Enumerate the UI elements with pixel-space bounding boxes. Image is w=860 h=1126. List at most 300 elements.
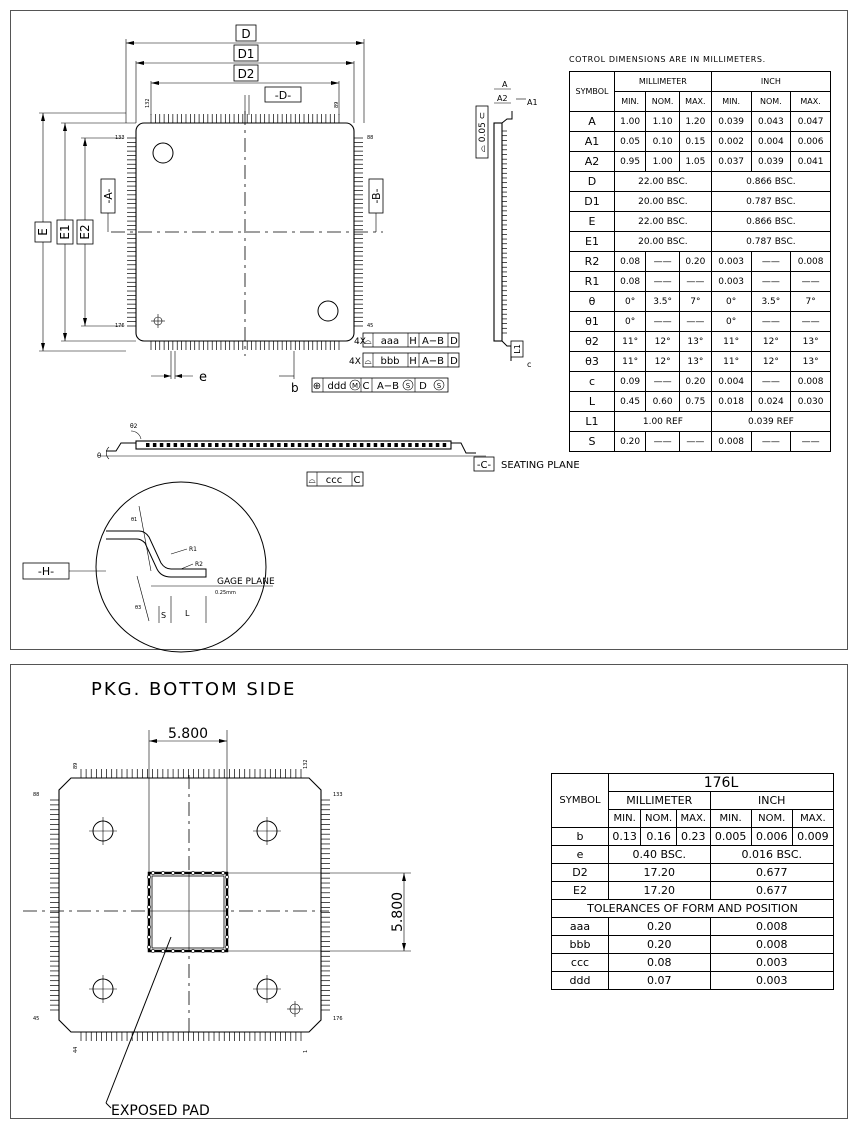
table1-symbol-cell: L1 bbox=[570, 412, 615, 432]
pin-label-89: 89 bbox=[334, 101, 340, 108]
table1-value-cell: —— bbox=[646, 272, 680, 292]
label-c: c bbox=[527, 360, 532, 369]
seating-plane-label: SEATING PLANE bbox=[501, 460, 580, 471]
svg-text:-A-: -A- bbox=[102, 188, 115, 204]
seating-lead bbox=[353, 443, 357, 447]
pad-edge-bump bbox=[225, 905, 228, 908]
table1-symbol-cell: θ3 bbox=[570, 352, 615, 372]
bottom-pin-row-right bbox=[321, 800, 330, 1010]
dimension-table-176L: SYMBOL 176L MILLIMETER INCH MIN. NOM. MAX. MIN. NOM. MAX. b 0.13 0.16 0.23 0.005 0.006 0.009 e 0.40 BSC. 0.016 BSC. D2 17.20 0.677 E2 17.20 0.677 TOLERANCES OF FORM AND POSITION aaa 0.20 0.008 bbb 0.20 0.008 ccc 0.08 0.003 ddd 0.07 0.003 bbox=[551, 773, 834, 990]
table1-value-cell: 0.002 bbox=[711, 132, 751, 152]
table1-value-cell: 0.60 bbox=[646, 392, 680, 412]
svg-text:-C-: -C- bbox=[476, 460, 492, 471]
table1-mm-cell: 22.00 BSC. bbox=[615, 212, 712, 232]
table2-value-cell: 0.006 bbox=[751, 828, 792, 846]
table1-value-cell: 3.5° bbox=[646, 292, 680, 312]
pad-edge-bump bbox=[225, 915, 228, 918]
label-theta1: θ1 bbox=[131, 517, 138, 523]
label-S: S bbox=[161, 611, 167, 620]
table1-value-cell: 1.00 bbox=[646, 152, 680, 172]
table1-row bbox=[570, 232, 831, 252]
table1-value-cell: 1.10 bbox=[646, 112, 680, 132]
table1-row bbox=[570, 312, 831, 332]
label-L: L bbox=[185, 609, 190, 618]
table1-inch-cell: 0.787 BSC. bbox=[711, 192, 830, 212]
dimension-table-main: SYMBOL MILLIMETER INCH MIN. NOM. MAX. MIN. NOM. MAX. A 1.00 1.10 1.20 0.039 0.043 0.047 A1 0.05 0.10 0.15 0.002 0.004 0.006 A2 0.95 1.00 1.05 0.037 0.039 0.041 D 22.00 BSC. 0.866 BSC. D1 20.00 BSC. 0.787 BSC. E 22.00 BSC. 0.866 BSC. E1 20.00 BSC. 0.787 BSC. R2 0.08 —— 0.20 0.003 —— 0.008 R1 0.08 —— —— 0.003 —— —— θ 0° 3.5° 7° 0° 3.5° 7° θ1 0° —— —— 0° —— —— θ2 11° 12° 13° 11° 12° 13° θ3 11° 12° 13° 11° 12° 13° c 0.09 —— 0.20 0.004 —— 0.008 L 0.45 0.60 0.75 0.018 0.024 0.030 L1 1.00 REF 0.039 REF S 0.20 —— —— 0.008 —— —— bbox=[569, 71, 831, 452]
exposed-pad-label: EXPOSED PAD bbox=[111, 1103, 210, 1119]
table2-inch-cell: 0.016 BSC. bbox=[710, 846, 834, 864]
table1-value-cell: —— bbox=[646, 372, 680, 392]
table2-tolerance-row bbox=[552, 972, 834, 990]
table2-title: 176L bbox=[609, 774, 834, 792]
pin-label-133: 133 bbox=[115, 135, 125, 141]
table1-symbol-cell: A1 bbox=[570, 132, 615, 152]
table1-value-cell: 0° bbox=[615, 312, 646, 332]
pad-edge-bump bbox=[221, 871, 224, 874]
pad-edge-bump bbox=[181, 871, 184, 874]
table1-row bbox=[570, 212, 831, 232]
pad-edge-bump bbox=[225, 945, 228, 948]
tolerance-mm-cell: 0.08 bbox=[609, 954, 711, 972]
table1-symbol-cell: θ1 bbox=[570, 312, 615, 332]
table1-value-cell: 0.20 bbox=[679, 372, 711, 392]
table1-row bbox=[570, 152, 831, 172]
pad-width-label: 5.800 bbox=[167, 726, 209, 742]
table2-value-cell: 0.005 bbox=[710, 828, 751, 846]
svg-text:⌓: ⌓ bbox=[364, 337, 372, 347]
table1-value-cell: 11° bbox=[711, 332, 751, 352]
svg-text:⊕: ⊕ bbox=[312, 381, 322, 392]
tolerance-symbol-cell: aaa bbox=[552, 918, 609, 936]
seating-lead bbox=[332, 443, 336, 447]
seating-lead bbox=[408, 443, 412, 447]
seating-lead bbox=[187, 443, 191, 447]
table1-symbol-cell: R1 bbox=[570, 272, 615, 292]
table1-value-cell: 0.039 bbox=[751, 152, 791, 172]
seating-lead bbox=[153, 443, 157, 447]
table1-row bbox=[570, 172, 831, 192]
pad-edge-bump bbox=[147, 945, 150, 948]
table2-symbol-cell: e bbox=[552, 846, 609, 864]
table1-value-cell: 0.004 bbox=[711, 372, 751, 392]
gage-plane-label: GAGE PLANE bbox=[217, 577, 275, 587]
label-theta3: θ3 bbox=[135, 605, 142, 611]
pad-edge-bump bbox=[181, 949, 184, 952]
seating-lead bbox=[394, 443, 398, 447]
seating-lead bbox=[263, 443, 267, 447]
table1-value-cell: 0.006 bbox=[791, 132, 831, 152]
table1-value-cell: —— bbox=[751, 372, 791, 392]
tolerance-mm-cell: 0.20 bbox=[609, 936, 711, 954]
table1-value-cell: 0.09 bbox=[615, 372, 646, 392]
table1-value-cell: 0.037 bbox=[711, 152, 751, 172]
seating-lead bbox=[360, 443, 364, 447]
pad-edge-bump bbox=[147, 875, 150, 878]
seating-lead bbox=[208, 443, 212, 447]
label-A: A bbox=[502, 80, 508, 89]
pad-edge-bump bbox=[147, 925, 150, 928]
table1-value-cell: 0.10 bbox=[646, 132, 680, 152]
table1-value-cell: 0.008 bbox=[711, 432, 751, 452]
seating-lead bbox=[319, 443, 323, 447]
pad-edge-bump bbox=[225, 895, 228, 898]
seating-lead bbox=[339, 443, 343, 447]
seating-lead bbox=[167, 443, 171, 447]
label-D2: D2 bbox=[237, 67, 255, 81]
coplanarity-fcf: ⌓ 0.05 ⊂ bbox=[478, 111, 488, 153]
seating-lead bbox=[236, 443, 240, 447]
table1-value-cell: 0.008 bbox=[791, 372, 831, 392]
table1-value-cell: 0.008 bbox=[791, 252, 831, 272]
svg-text:4X: 4X bbox=[349, 357, 361, 367]
table2-tolerance-row bbox=[552, 918, 834, 936]
table1-value-cell: —— bbox=[791, 272, 831, 292]
pad-edge-bump bbox=[147, 915, 150, 918]
label-A2: A2 bbox=[497, 94, 508, 103]
bottom-pin-label-88: 88 bbox=[33, 792, 40, 798]
seating-lead bbox=[174, 443, 178, 447]
svg-text:ccc: ccc bbox=[325, 475, 343, 486]
seating-lead bbox=[181, 443, 185, 447]
table1-value-cell: 0.018 bbox=[711, 392, 751, 412]
table1-value-cell: 0.20 bbox=[679, 252, 711, 272]
table1-value-cell: 12° bbox=[751, 352, 791, 372]
table1-symbol-cell: L bbox=[570, 392, 615, 412]
pad-edge-bump bbox=[225, 925, 228, 928]
table1-mm-cell: 20.00 BSC. bbox=[615, 232, 712, 252]
bottom-pin-label-1: 1 bbox=[303, 1049, 309, 1053]
label-b: b bbox=[291, 381, 299, 395]
table1-inch-cell: 0.866 BSC. bbox=[711, 172, 830, 192]
pad-edge-bump bbox=[201, 871, 204, 874]
seating-lead bbox=[291, 443, 295, 447]
svg-text:D: D bbox=[419, 381, 427, 392]
table1-value-cell: 11° bbox=[711, 352, 751, 372]
svg-text:bbb: bbb bbox=[380, 356, 400, 367]
seating-lead bbox=[381, 443, 385, 447]
table1-value-cell: 1.20 bbox=[679, 112, 711, 132]
dimension-e bbox=[151, 351, 207, 385]
bottom-pin-label-44: 44 bbox=[73, 1046, 79, 1053]
bottom-pin-row-left bbox=[50, 800, 59, 1010]
table2-mm-cell: 17.20 bbox=[609, 864, 711, 882]
table1-value-cell: 13° bbox=[679, 352, 711, 372]
pad-edge-bump bbox=[225, 935, 228, 938]
seating-lead bbox=[270, 443, 274, 447]
table2-mm-header: MILLIMETER bbox=[609, 792, 711, 810]
fcf-aaa bbox=[354, 333, 459, 347]
seating-lead bbox=[367, 443, 371, 447]
tolerance-symbol-cell: ccc bbox=[552, 954, 609, 972]
table1-symbol-cell: A2 bbox=[570, 152, 615, 172]
gage-dim-label: 0.25mm bbox=[215, 590, 236, 596]
pad-edge-bump bbox=[191, 871, 194, 874]
table2-mm-cell: 0.40 BSC. bbox=[609, 846, 711, 864]
label-E: E bbox=[36, 228, 50, 236]
seating-lead bbox=[346, 443, 350, 447]
seating-lead bbox=[229, 443, 233, 447]
table1-symbol-cell: D bbox=[570, 172, 615, 192]
table1-value-cell: 0.45 bbox=[615, 392, 646, 412]
datum-H: -H- bbox=[37, 565, 55, 578]
table1-value-cell: 0.003 bbox=[711, 252, 751, 272]
table1-mm-cell: 1.00 REF bbox=[615, 412, 712, 432]
table1-value-cell: 12° bbox=[646, 352, 680, 372]
table1-value-cell: 7° bbox=[791, 292, 831, 312]
table2-symbol-cell: E2 bbox=[552, 882, 609, 900]
table1-value-cell: —— bbox=[679, 272, 711, 292]
table1-value-cell: —— bbox=[751, 252, 791, 272]
table1-row bbox=[570, 392, 831, 412]
table1-value-cell: 12° bbox=[646, 332, 680, 352]
table1-symbol-cell: E bbox=[570, 212, 615, 232]
label-theta: θ bbox=[97, 452, 102, 460]
fcf-ddd bbox=[312, 378, 448, 392]
svg-text:aaa: aaa bbox=[380, 336, 400, 347]
table1-row bbox=[570, 252, 831, 272]
table1-value-cell: 0.05 bbox=[615, 132, 646, 152]
bottom-pin-label-133: 133 bbox=[333, 792, 343, 798]
table1-value-cell: 0° bbox=[711, 312, 751, 332]
pad-edge-bump bbox=[151, 871, 154, 874]
table1-row bbox=[570, 332, 831, 352]
seating-lead bbox=[429, 443, 433, 447]
seating-lead bbox=[325, 443, 329, 447]
table1-value-cell: 0.024 bbox=[751, 392, 791, 412]
seating-lead bbox=[250, 443, 254, 447]
tolerance-mm-cell: 0.20 bbox=[609, 918, 711, 936]
table1-value-cell: 3.5° bbox=[751, 292, 791, 312]
svg-text:A−B: A−B bbox=[421, 336, 445, 347]
table1-mm-cell: 20.00 BSC. bbox=[615, 192, 712, 212]
label-D1: D1 bbox=[237, 47, 255, 61]
seating-lead bbox=[222, 443, 226, 447]
bottom-pin-label-176: 176 bbox=[333, 1016, 343, 1022]
table1-value-cell: 0.041 bbox=[791, 152, 831, 172]
table1-value-cell: 13° bbox=[791, 352, 831, 372]
table2-value-cell: 0.009 bbox=[792, 828, 833, 846]
tolerance-mm-cell: 0.07 bbox=[609, 972, 711, 990]
table1-row bbox=[570, 272, 831, 292]
table2-tolerance-row bbox=[552, 936, 834, 954]
datum-A bbox=[101, 179, 115, 232]
table1-value-cell: —— bbox=[646, 252, 680, 272]
table1-value-cell: 0.08 bbox=[615, 252, 646, 272]
bottom-pin-label-45: 45 bbox=[33, 1016, 40, 1022]
svg-text:H: H bbox=[409, 356, 417, 367]
table1-row bbox=[570, 132, 831, 152]
table2-value-cell: 0.16 bbox=[641, 828, 677, 846]
table1-symbol-cell: A bbox=[570, 112, 615, 132]
seating-lead bbox=[374, 443, 378, 447]
seating-lead bbox=[401, 443, 405, 447]
pad-edge-bump bbox=[161, 949, 164, 952]
seating-lead bbox=[388, 443, 392, 447]
pad-edge-bump bbox=[201, 949, 204, 952]
table1-value-cell: 0.030 bbox=[791, 392, 831, 412]
svg-text:4X: 4X bbox=[354, 337, 366, 347]
fcf-bbb bbox=[349, 353, 459, 367]
table1-caption: COTROL DIMENSIONS ARE IN MILLIMETERS. bbox=[569, 55, 766, 64]
table1-symbol-cell: E1 bbox=[570, 232, 615, 252]
table1-value-cell: 13° bbox=[679, 332, 711, 352]
seating-lead bbox=[160, 443, 164, 447]
svg-text:⌓: ⌓ bbox=[308, 476, 316, 486]
label-R2: R2 bbox=[195, 561, 203, 568]
label-E2: E2 bbox=[78, 224, 92, 240]
table2-row bbox=[552, 864, 834, 882]
pad-edge-bump bbox=[171, 871, 174, 874]
pad-edge-bump bbox=[147, 895, 150, 898]
table1-value-cell: 0.043 bbox=[751, 112, 791, 132]
table2-symbol-header: SYMBOL bbox=[552, 774, 609, 828]
label-theta2: θ2 bbox=[130, 423, 138, 430]
pin-label-176: 176 bbox=[115, 323, 125, 329]
seating-lead bbox=[256, 443, 260, 447]
table1-value-cell: 0.047 bbox=[791, 112, 831, 132]
pad-edge-bump bbox=[147, 935, 150, 938]
bottom-pin-row-bottom bbox=[81, 1032, 301, 1041]
pad-edge-bump bbox=[211, 949, 214, 952]
pad-edge-bump bbox=[211, 871, 214, 874]
tolerance-inch-cell: 0.008 bbox=[710, 936, 834, 954]
seating-lead bbox=[215, 443, 219, 447]
pad-edge-bump bbox=[221, 949, 224, 952]
label-E1: E1 bbox=[58, 224, 72, 240]
datum-B bbox=[369, 179, 383, 232]
table1-value-cell: 0.15 bbox=[679, 132, 711, 152]
pin-label-132: 132 bbox=[145, 98, 151, 108]
dimension-b bbox=[279, 351, 299, 395]
table1-value-cell: 12° bbox=[751, 332, 791, 352]
table1-symbol-cell: D1 bbox=[570, 192, 615, 212]
seating-lead bbox=[298, 443, 302, 447]
pad-edge-bump bbox=[191, 949, 194, 952]
table2-inch-cell: 0.677 bbox=[710, 864, 834, 882]
table2-value-cell: 0.13 bbox=[609, 828, 641, 846]
table1-value-cell: 1.05 bbox=[679, 152, 711, 172]
svg-text:C: C bbox=[362, 381, 370, 392]
table1-mm-header: MILLIMETER bbox=[615, 72, 712, 92]
label-e: e bbox=[199, 370, 207, 385]
lead-detail-circle bbox=[23, 482, 275, 652]
table1-value-cell: —— bbox=[679, 312, 711, 332]
seating-lead bbox=[305, 443, 309, 447]
table1-symbol-cell: θ bbox=[570, 292, 615, 312]
table1-value-cell: 0° bbox=[711, 292, 751, 312]
table2-inch-cell: 0.677 bbox=[710, 882, 834, 900]
label-A1: A1 bbox=[527, 98, 538, 107]
pad-edge-bump bbox=[225, 885, 228, 888]
bottom-pin-row-top bbox=[81, 769, 301, 778]
table1-mm-cell: 22.00 BSC. bbox=[615, 172, 712, 192]
table1-row bbox=[570, 432, 831, 452]
table1-inch-cell: 0.866 BSC. bbox=[711, 212, 830, 232]
pin-label-88: 88 bbox=[367, 135, 374, 141]
table1-value-cell: 13° bbox=[791, 332, 831, 352]
table1-row bbox=[570, 292, 831, 312]
tolerance-inch-cell: 0.003 bbox=[710, 972, 834, 990]
label-L1-side: L1 bbox=[513, 344, 522, 354]
table1-value-cell: 0.75 bbox=[679, 392, 711, 412]
tolerance-inch-cell: 0.008 bbox=[710, 918, 834, 936]
table1-symbol-cell: c bbox=[570, 372, 615, 392]
pad-edge-bump bbox=[147, 905, 150, 908]
table1-inch-header: INCH bbox=[711, 72, 830, 92]
svg-text:⌓: ⌓ bbox=[364, 357, 372, 367]
seating-lead bbox=[443, 443, 447, 447]
table1-value-cell: —— bbox=[751, 432, 791, 452]
tolerance-symbol-cell: ddd bbox=[552, 972, 609, 990]
bottom-side-panel bbox=[10, 664, 848, 1119]
table1-row bbox=[570, 192, 831, 212]
table1-value-cell: 0.003 bbox=[711, 272, 751, 292]
svg-text:C: C bbox=[353, 475, 361, 486]
table2-row bbox=[552, 882, 834, 900]
tolerance-header: TOLERANCES OF FORM AND POSITION bbox=[552, 900, 834, 918]
svg-text:-D-: -D- bbox=[274, 89, 292, 102]
table1-value-cell: 0.004 bbox=[751, 132, 791, 152]
table1-row bbox=[570, 112, 831, 132]
svg-text:D: D bbox=[450, 336, 458, 347]
svg-text:ddd: ddd bbox=[327, 381, 347, 392]
table1-symbol-cell: S bbox=[570, 432, 615, 452]
table1-value-cell: —— bbox=[646, 312, 680, 332]
svg-text:H: H bbox=[409, 336, 417, 347]
table1-row bbox=[570, 412, 831, 432]
table1-value-cell: 7° bbox=[679, 292, 711, 312]
bottom-pin-label-132: 132 bbox=[303, 759, 309, 769]
seating-lead bbox=[436, 443, 440, 447]
table2-tolerance-header-row bbox=[552, 900, 834, 918]
exposed-pad bbox=[147, 871, 228, 952]
seating-lead bbox=[422, 443, 426, 447]
table1-value-cell: —— bbox=[751, 272, 791, 292]
table1-value-cell: —— bbox=[791, 312, 831, 332]
table2-tolerance-row bbox=[552, 954, 834, 972]
pad-edge-bump bbox=[161, 871, 164, 874]
table1-value-cell: 11° bbox=[615, 332, 646, 352]
table1-symbol-cell: R2 bbox=[570, 252, 615, 272]
tolerance-inch-cell: 0.003 bbox=[710, 954, 834, 972]
table2-inch-header: INCH bbox=[710, 792, 834, 810]
table1-value-cell: 0.95 bbox=[615, 152, 646, 172]
pad-edge-bump bbox=[151, 949, 154, 952]
svg-text:S: S bbox=[436, 382, 442, 390]
pad-height-label: 5.800 bbox=[390, 891, 406, 933]
tolerance-symbol-cell: bbb bbox=[552, 936, 609, 954]
svg-text:D: D bbox=[450, 356, 458, 367]
bottom-side-title: PKG. BOTTOM SIDE bbox=[91, 679, 297, 700]
seating-lead bbox=[415, 443, 419, 447]
pad-edge-bump bbox=[225, 875, 228, 878]
seating-view bbox=[97, 423, 580, 486]
package-outline-panel bbox=[10, 10, 848, 650]
table1-value-cell: 1.00 bbox=[615, 112, 646, 132]
table1-inch-cell: 0.039 REF bbox=[711, 412, 830, 432]
side-view-profile bbox=[476, 80, 538, 369]
table2-value-cell: 0.23 bbox=[676, 828, 710, 846]
table1-value-cell: —— bbox=[646, 432, 680, 452]
table1-value-cell: 0.08 bbox=[615, 272, 646, 292]
table1-value-cell: —— bbox=[791, 432, 831, 452]
svg-text:-B-: -B- bbox=[370, 188, 383, 204]
seating-lead bbox=[243, 443, 247, 447]
seating-lead bbox=[277, 443, 281, 447]
seating-lead bbox=[312, 443, 316, 447]
table2-row bbox=[552, 828, 834, 846]
label-R1: R1 bbox=[189, 546, 197, 553]
